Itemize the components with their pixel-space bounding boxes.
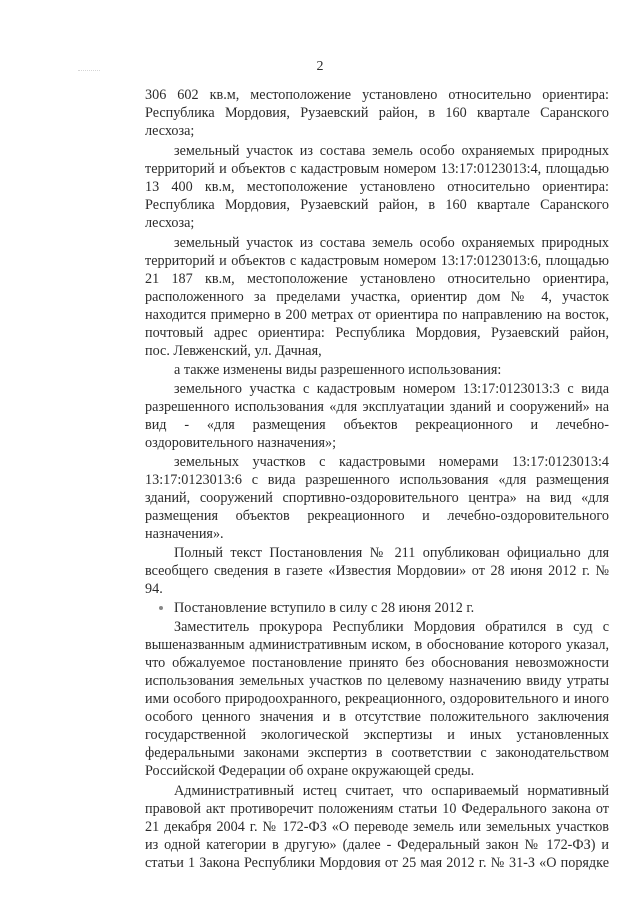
text-line: оздоровительного назначения»; [145, 435, 337, 451]
text-line: статьи 1 Закона Республики Мордовия от 25 мая 2012 г. № 31-З «О порядке [145, 855, 609, 871]
text-line: пос. Левженский, ул. Дачная, [145, 343, 322, 359]
text-line: правовой акт противоречит положениям статьи 10 Федерального закона от [145, 801, 609, 817]
text-line: Республика Мордовия, Рузаевский район, в 160 квартале Саранского [145, 105, 609, 121]
text-line: расположенного за пределами участка, ориентир дом № 4, участок [145, 289, 609, 305]
text-line: находится примерно в 200 метрах от ориентира по направлению на восток, [145, 307, 609, 323]
text-line: Административный истец считает, что оспариваемый нормативный [174, 783, 609, 799]
text-line: территорий и объектов с кадастровым номером 13:17:0123013:4, площадью [145, 161, 609, 177]
text-line: земельный участок из состава земель особо охраняемых природных [174, 143, 609, 159]
text-line: ими особого природоохранного, рекреационного, оздоровительного и иного [145, 691, 609, 707]
text-line: лесхоза; [145, 123, 195, 139]
text-line: лесхоза; [145, 215, 195, 231]
text-line: что обжалуемое постановление принято без обоснования невозможности [145, 655, 609, 671]
text-line: использования земельных участков по целевому назначению ввиду утраты [145, 673, 609, 689]
text-line: вид - «для размещения объектов рекреационного и лечебно- [145, 417, 609, 433]
text-line: 13 400 кв.м, местоположение установлено относительно ориентира: [145, 179, 609, 195]
text-line: Российской Федерации об охране окружающей среды. [145, 763, 475, 779]
text-line: Полный текст Постановления № 211 опубликован официально для [174, 545, 609, 561]
text-line: Заместитель прокурора Республики Мордовия обратился в суд с [174, 619, 609, 635]
text-line: почтовый адрес ориентира: Республика Мордовия, Рузаевский район, [145, 325, 609, 341]
text-line: всеобщего сведения в газете «Известия Мордовии» от 28 июня 2012 г. № [145, 563, 609, 579]
page-number: 2 [316, 59, 324, 74]
text-line: Постановление вступило в силу с 28 июня 2012 г. [174, 600, 475, 616]
text-line: разрешенного использования «для эксплуатации зданий и сооружений» на [145, 399, 609, 415]
text-line: размещения объектов рекреационного и лечебно-оздоровительного [145, 508, 609, 524]
text-line: Республика Мордовия, Рузаевский район, в 160 квартале Саранского [145, 197, 609, 213]
text-line: земельного участка с кадастровым номером 13:17:0123013:3 с вида [174, 381, 609, 397]
text-line: 306 602 кв.м, местоположение установлено относительно ориентира: [145, 87, 609, 103]
text-line: назначения». [145, 526, 224, 542]
text-line: государственной экологической экспертизы и иных установленных [145, 727, 609, 743]
text-line: зданий, сооружений спортивно-оздоровительного центра» на вид «для [145, 490, 609, 506]
text-line: а также изменены виды разрешенного использования: [174, 362, 502, 378]
text-line: 13:17:0123013:6 с вида разрешенного использования «для размещения [145, 472, 609, 488]
text-line: вышеназванным административным иском, в обоснование которого указал, [145, 637, 609, 653]
text-line: из одной категории в другую» (далее - Федеральный закон № 172-ФЗ) и [145, 837, 609, 853]
text-line: 21 187 кв.м, местоположение установлено относительно ориентира, [145, 271, 609, 287]
text-line: 21 декабря 2004 г. № 172-ФЗ «О переводе земель или земельных участков [145, 819, 609, 835]
text-line: территорий и объектов с кадастровым номером 13:17:0123013:6, площадью [145, 253, 609, 269]
text-line: земельный участок из состава земель особо охраняемых природных [174, 235, 609, 251]
text-line: особого ценного значения и в отсутствие положительного заключения [145, 709, 609, 725]
text-line: федеральными законами экспертиз в соответствии с законодательством [145, 745, 609, 761]
text-line: 94. [145, 581, 163, 597]
text-line: земельных участков с кадастровыми номерами 13:17:0123013:4 [174, 454, 609, 470]
